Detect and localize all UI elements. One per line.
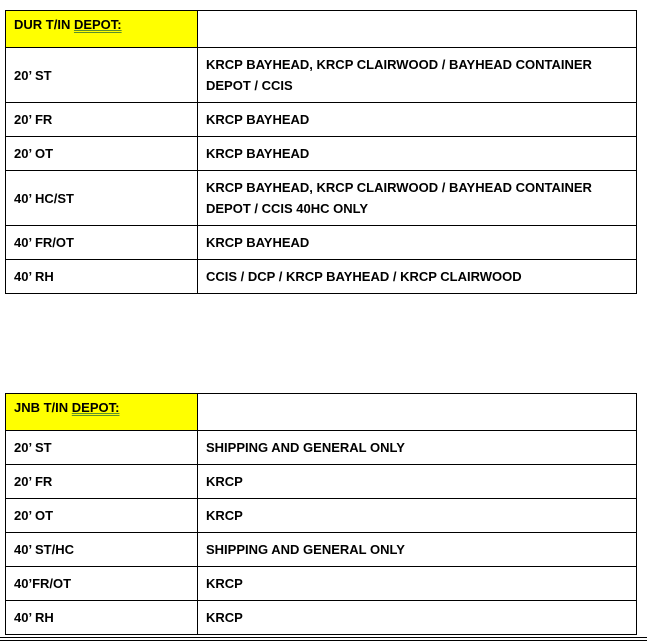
container-size-cell: 20’ ST bbox=[6, 431, 198, 465]
table-row bbox=[6, 533, 637, 567]
depot-cell: KRCP BAYHEAD, KRCP CLAIRWOOD / BAYHEAD CONTAINER DEPOT / CCIS 40HC ONLY bbox=[198, 171, 637, 226]
container-size-cell: 40’ FR/OT bbox=[6, 226, 198, 260]
header-depot-label: DEPOT: bbox=[71, 400, 120, 415]
dur-header-cell bbox=[6, 11, 198, 48]
header-depot-label: DEPOT: bbox=[73, 17, 122, 32]
depot-cell: KRCP bbox=[198, 499, 637, 533]
depot-cell: SHIPPING AND GENERAL ONLY bbox=[198, 533, 637, 567]
table-row bbox=[6, 465, 637, 499]
depot-cell: KRCP bbox=[198, 465, 637, 499]
jnb-header-value-cell bbox=[198, 394, 637, 431]
table-header-row bbox=[6, 394, 637, 431]
table-row bbox=[6, 431, 637, 465]
depot-cell: KRCP BAYHEAD bbox=[198, 103, 637, 137]
table-row bbox=[6, 499, 637, 533]
container-size-cell: 20’ OT bbox=[6, 137, 198, 171]
table-row bbox=[6, 103, 637, 137]
container-size-cell: 20’ ST bbox=[6, 48, 198, 103]
depot-cell: SHIPPING AND GENERAL ONLY bbox=[198, 431, 637, 465]
depot-cell: KRCP BAYHEAD bbox=[198, 137, 637, 171]
table-row bbox=[6, 260, 637, 294]
jnb-header-cell bbox=[6, 394, 198, 431]
container-size-cell: 20’ OT bbox=[6, 499, 198, 533]
container-size-cell: 40’ ST/HC bbox=[6, 533, 198, 567]
header-prefix: JNB T/IN bbox=[14, 400, 72, 415]
table-row bbox=[6, 171, 637, 226]
header-prefix: DUR T/IN bbox=[14, 17, 74, 32]
container-size-cell: 40’FR/OT bbox=[6, 567, 198, 601]
jnb-depot-table bbox=[5, 393, 637, 635]
table-row bbox=[6, 567, 637, 601]
table-row bbox=[6, 48, 637, 103]
table-row bbox=[6, 137, 637, 171]
table-header-row bbox=[6, 11, 637, 48]
depot-cell: CCIS / DCP / KRCP BAYHEAD / KRCP CLAIRWOOD bbox=[198, 260, 637, 294]
container-size-cell: 40’ RH bbox=[6, 601, 198, 635]
container-size-cell: 20’ FR bbox=[6, 103, 198, 137]
table-row bbox=[6, 601, 637, 635]
page-divider bbox=[0, 637, 647, 638]
depot-cell: KRCP BAYHEAD, KRCP CLAIRWOOD / BAYHEAD CONTAINER DEPOT / CCIS bbox=[198, 48, 637, 103]
depot-cell: KRCP bbox=[198, 601, 637, 635]
container-size-cell: 40’ RH bbox=[6, 260, 198, 294]
container-size-cell: 40’ HC/ST bbox=[6, 171, 198, 226]
dur-header-value-cell bbox=[198, 11, 637, 48]
depot-cell: KRCP BAYHEAD bbox=[198, 226, 637, 260]
depot-cell: KRCP bbox=[198, 567, 637, 601]
table-row bbox=[6, 226, 637, 260]
page-divider bbox=[0, 640, 647, 641]
container-size-cell: 20’ FR bbox=[6, 465, 198, 499]
dur-depot-table bbox=[5, 10, 637, 294]
